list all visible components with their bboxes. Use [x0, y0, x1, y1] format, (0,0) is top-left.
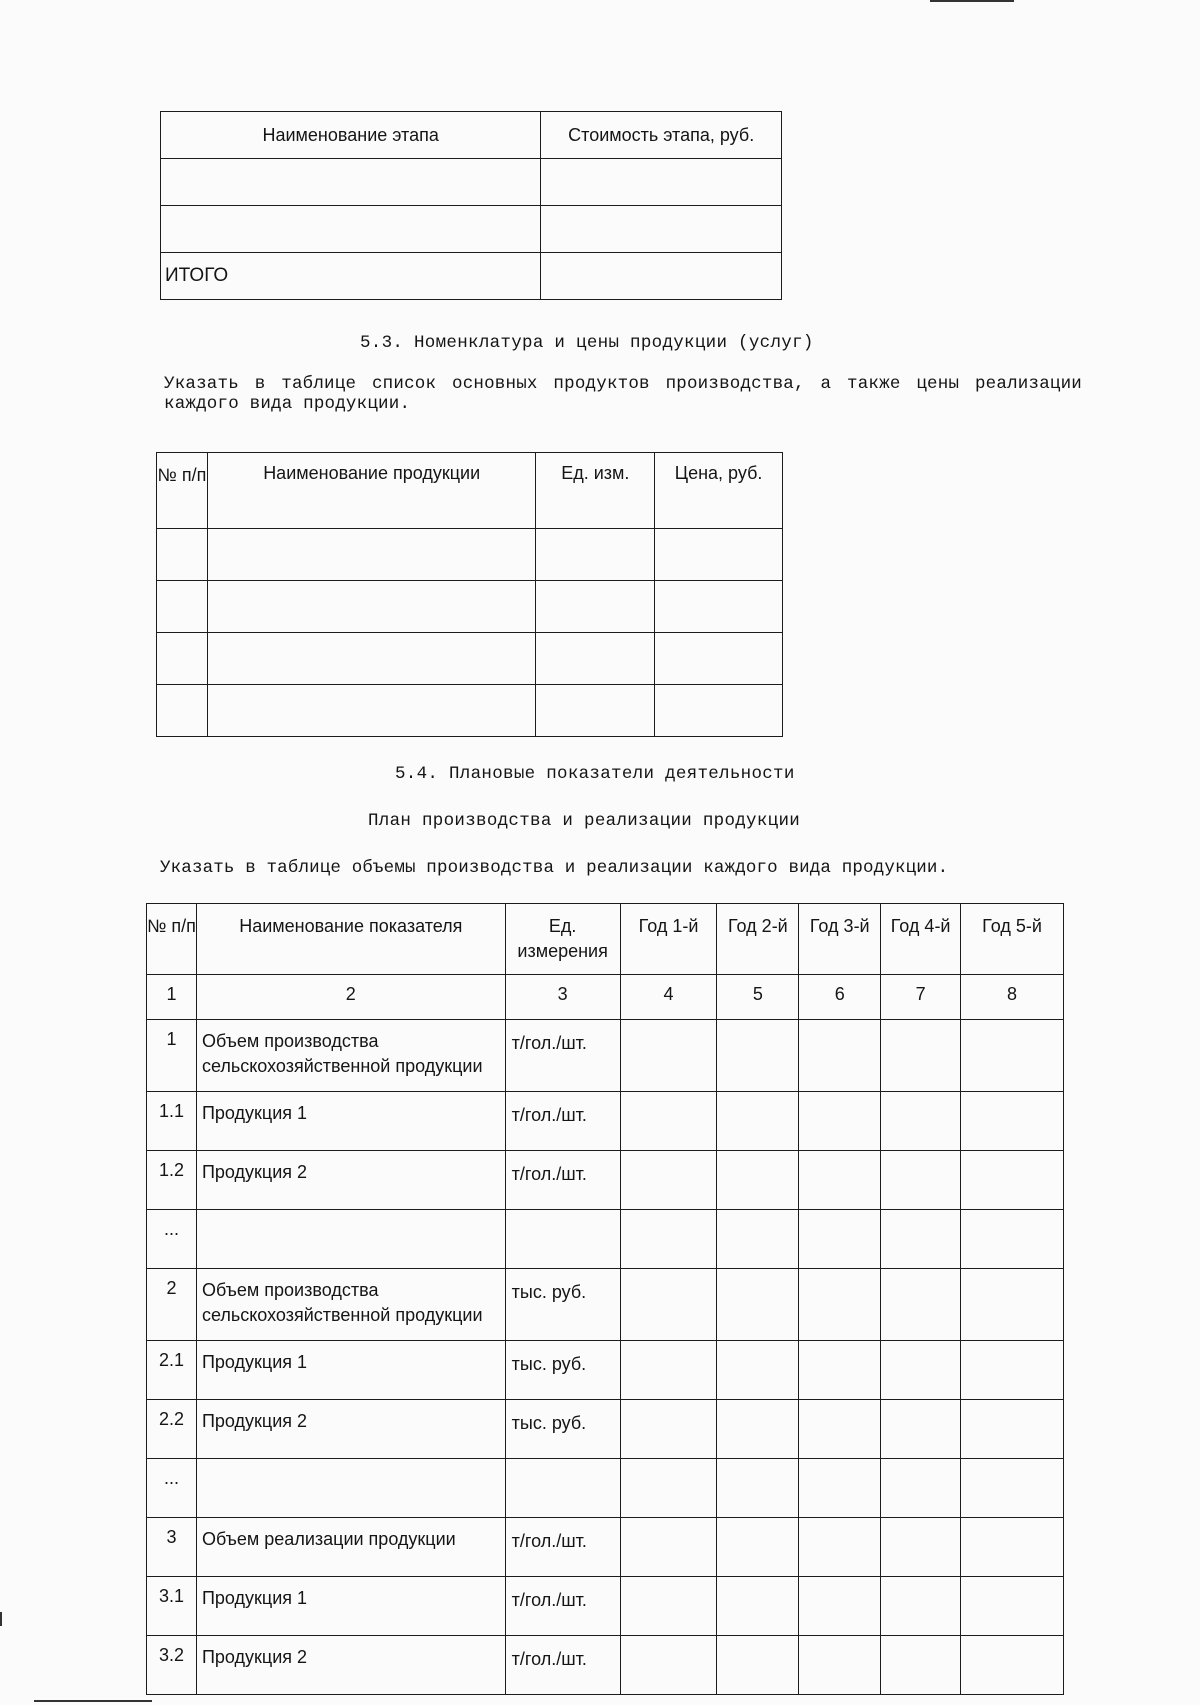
year-2-value-cell[interactable] [717, 1020, 799, 1092]
products-unit-header: Ед. изм. [536, 453, 655, 529]
row-number: 2 [147, 1269, 197, 1341]
table-row [147, 1341, 1064, 1400]
year-3-value-cell[interactable] [799, 1092, 881, 1151]
indicator-name: Объем реализации продукции [196, 1518, 505, 1577]
year-4-value-cell[interactable] [881, 1020, 961, 1092]
indicator-name: Продукция 1 [196, 1341, 505, 1400]
year-4-value-cell[interactable] [881, 1636, 961, 1695]
year-4-value-cell[interactable] [881, 1151, 961, 1210]
indicator-name: Продукция 2 [196, 1400, 505, 1459]
year-5-value-cell[interactable] [961, 1459, 1064, 1518]
table-row [147, 1269, 1064, 1341]
year-1-value-cell[interactable] [620, 1151, 717, 1210]
year-3-value-cell[interactable] [799, 1400, 881, 1459]
scan-mark [0, 1612, 2, 1626]
scan-mark [34, 1700, 152, 1702]
table-row [161, 159, 782, 206]
year-2-value-cell[interactable] [717, 1459, 799, 1518]
column-number: 7 [881, 975, 961, 1020]
unit-of-measure: т/гол./шт. [505, 1518, 620, 1577]
section-5-4-instruction: Указать в таблице объемы производства и реализации каждого вида продукции. [160, 858, 949, 878]
column-number: 2 [196, 975, 505, 1020]
plan-year-2-header: Год 2-й [717, 904, 799, 975]
stages-header-row [161, 112, 782, 159]
year-2-value-cell[interactable] [717, 1269, 799, 1341]
indicator-name: Продукция 2 [196, 1636, 505, 1695]
unit-of-measure: т/гол./шт. [505, 1092, 620, 1151]
stage-cost-header: Стоимость этапа, руб. [541, 112, 782, 159]
year-4-value-cell[interactable] [881, 1518, 961, 1577]
year-3-value-cell[interactable] [799, 1459, 881, 1518]
table-row [147, 1020, 1064, 1092]
year-2-value-cell[interactable] [717, 1151, 799, 1210]
unit-of-measure: т/гол./шт. [505, 1020, 620, 1092]
table-row [157, 581, 783, 633]
year-5-value-cell[interactable] [961, 1400, 1064, 1459]
year-1-value-cell[interactable] [620, 1210, 717, 1269]
stage-cost-cell[interactable] [541, 206, 782, 253]
total-row [161, 253, 782, 300]
year-4-value-cell[interactable] [881, 1400, 961, 1459]
year-3-value-cell[interactable] [799, 1518, 881, 1577]
stages-table [160, 111, 782, 300]
year-1-value-cell[interactable] [620, 1400, 717, 1459]
product-number-cell[interactable] [157, 581, 208, 633]
year-3-value-cell[interactable] [799, 1577, 881, 1636]
year-2-value-cell[interactable] [717, 1092, 799, 1151]
products-header-row [157, 453, 783, 529]
products-table [156, 452, 783, 737]
product-number-cell[interactable] [157, 685, 208, 737]
plan-header-row [147, 904, 1064, 975]
year-4-value-cell[interactable] [881, 1092, 961, 1151]
row-number: 3.1 [147, 1577, 197, 1636]
products-price-header: Цена, руб. [655, 453, 783, 529]
year-1-value-cell[interactable] [620, 1518, 717, 1577]
table-row [147, 1636, 1064, 1695]
total-label: ИТОГО [161, 253, 541, 300]
year-3-value-cell[interactable] [799, 1020, 881, 1092]
year-2-value-cell[interactable] [717, 1636, 799, 1695]
product-price-cell[interactable] [655, 685, 783, 737]
year-2-value-cell[interactable] [717, 1210, 799, 1269]
table-row [147, 1210, 1064, 1269]
plan-column-numbers-row [147, 975, 1064, 1020]
year-1-value-cell[interactable] [620, 1092, 717, 1151]
year-1-value-cell[interactable] [620, 1020, 717, 1092]
table-row [157, 633, 783, 685]
product-name-cell[interactable] [207, 529, 535, 581]
row-number: 3 [147, 1518, 197, 1577]
table-row [157, 685, 783, 737]
table-row [147, 1400, 1064, 1459]
table-row [157, 529, 783, 581]
product-price-cell[interactable] [655, 581, 783, 633]
row-number: 2.1 [147, 1341, 197, 1400]
column-number: 1 [147, 975, 197, 1020]
year-5-value-cell[interactable] [961, 1151, 1064, 1210]
unit-of-measure: т/гол./шт. [505, 1151, 620, 1210]
products-name-header: Наименование продукции [207, 453, 535, 529]
section-5-3-heading: 5.3. Номенклатура и цены продукции (услуг) [360, 333, 814, 353]
column-number: 3 [505, 975, 620, 1020]
year-5-value-cell[interactable] [961, 1636, 1064, 1695]
row-number: 1.1 [147, 1092, 197, 1151]
section-5-4-heading: 5.4. Плановые показатели деятельности [395, 764, 795, 784]
year-5-value-cell[interactable] [961, 1269, 1064, 1341]
year-1-value-cell[interactable] [620, 1341, 717, 1400]
product-unit-cell[interactable] [536, 529, 655, 581]
year-2-value-cell[interactable] [717, 1577, 799, 1636]
product-name-cell[interactable] [207, 685, 535, 737]
year-1-value-cell[interactable] [620, 1459, 717, 1518]
indicator-name: Продукция 2 [196, 1151, 505, 1210]
unit-of-measure: т/гол./шт. [505, 1577, 620, 1636]
unit-of-measure [505, 1210, 620, 1269]
year-3-value-cell[interactable] [799, 1269, 881, 1341]
row-number: 1 [147, 1020, 197, 1092]
year-1-value-cell[interactable] [620, 1636, 717, 1695]
total-cost-cell[interactable] [541, 253, 782, 300]
indicator-name: Объем производства сельскохозяйственной продукции [196, 1269, 505, 1341]
row-number: 2.2 [147, 1400, 197, 1459]
year-5-value-cell[interactable] [961, 1210, 1064, 1269]
product-price-cell[interactable] [655, 633, 783, 685]
row-number: ... [147, 1210, 197, 1269]
year-2-value-cell[interactable] [717, 1400, 799, 1459]
unit-of-measure: тыс. руб. [505, 1400, 620, 1459]
table-row [147, 1577, 1064, 1636]
column-number: 6 [799, 975, 881, 1020]
year-3-value-cell[interactable] [799, 1341, 881, 1400]
indicator-name: Продукция 1 [196, 1577, 505, 1636]
stage-name-cell[interactable] [161, 206, 541, 253]
stage-cost-cell[interactable] [541, 159, 782, 206]
plan-year-5-header: Год 5-й [961, 904, 1064, 975]
column-number: 8 [961, 975, 1064, 1020]
product-number-cell[interactable] [157, 633, 208, 685]
unit-of-measure [505, 1459, 620, 1518]
row-number: 1.2 [147, 1151, 197, 1210]
unit-of-measure: тыс. руб. [505, 1341, 620, 1400]
year-4-value-cell[interactable] [881, 1341, 961, 1400]
row-number: 3.2 [147, 1636, 197, 1695]
column-number: 4 [620, 975, 717, 1020]
plan-year-1-header: Год 1-й [620, 904, 717, 975]
product-number-cell[interactable] [157, 529, 208, 581]
year-5-value-cell[interactable] [961, 1020, 1064, 1092]
year-4-value-cell[interactable] [881, 1269, 961, 1341]
year-3-value-cell[interactable] [799, 1151, 881, 1210]
product-unit-cell[interactable] [536, 633, 655, 685]
year-3-value-cell[interactable] [799, 1210, 881, 1269]
year-1-value-cell[interactable] [620, 1269, 717, 1341]
plan-year-4-header: Год 4-й [881, 904, 961, 975]
section-5-3-instruction: Указать в таблице список основных продуктов производства, а также цены реализации каждого вида продукции. [164, 374, 1082, 414]
indicator-name: Объем производства сельскохозяйственной продукции [196, 1020, 505, 1092]
year-2-value-cell[interactable] [717, 1518, 799, 1577]
table-row [147, 1518, 1064, 1577]
product-unit-cell[interactable] [536, 581, 655, 633]
year-3-value-cell[interactable] [799, 1636, 881, 1695]
indicator-name [196, 1210, 505, 1269]
year-4-value-cell[interactable] [881, 1577, 961, 1636]
plan-number-header: № п/п [147, 904, 197, 975]
table-row [147, 1151, 1064, 1210]
year-4-value-cell[interactable] [881, 1210, 961, 1269]
stage-name-cell[interactable] [161, 159, 541, 206]
plan-indicator-header: Наименование показателя [196, 904, 505, 975]
products-number-header: № п/п [157, 453, 208, 529]
product-price-cell[interactable] [655, 529, 783, 581]
indicator-name: Продукция 1 [196, 1092, 505, 1151]
column-number: 5 [717, 975, 799, 1020]
year-5-value-cell[interactable] [961, 1518, 1064, 1577]
indicator-name [196, 1459, 505, 1518]
product-unit-cell[interactable] [536, 685, 655, 737]
table-row [147, 1459, 1064, 1518]
plan-table-body [147, 1020, 1064, 1695]
year-2-value-cell[interactable] [717, 1341, 799, 1400]
year-5-value-cell[interactable] [961, 1577, 1064, 1636]
unit-of-measure: т/гол./шт. [505, 1636, 620, 1695]
stage-name-header: Наименование этапа [161, 112, 541, 159]
year-1-value-cell[interactable] [620, 1577, 717, 1636]
year-4-value-cell[interactable] [881, 1459, 961, 1518]
scan-mark [930, 0, 1014, 2]
plan-table [146, 903, 1064, 1695]
plan-unit-header: Ед. измерения [505, 904, 620, 975]
table-row [147, 1092, 1064, 1151]
plan-year-3-header: Год 3-й [799, 904, 881, 975]
product-name-cell[interactable] [207, 581, 535, 633]
plan-subheading: План производства и реализации продукции [368, 811, 801, 831]
year-5-value-cell[interactable] [961, 1341, 1064, 1400]
table-row [161, 206, 782, 253]
unit-of-measure: тыс. руб. [505, 1269, 620, 1341]
year-5-value-cell[interactable] [961, 1092, 1064, 1151]
row-number: ... [147, 1459, 197, 1518]
product-name-cell[interactable] [207, 633, 535, 685]
